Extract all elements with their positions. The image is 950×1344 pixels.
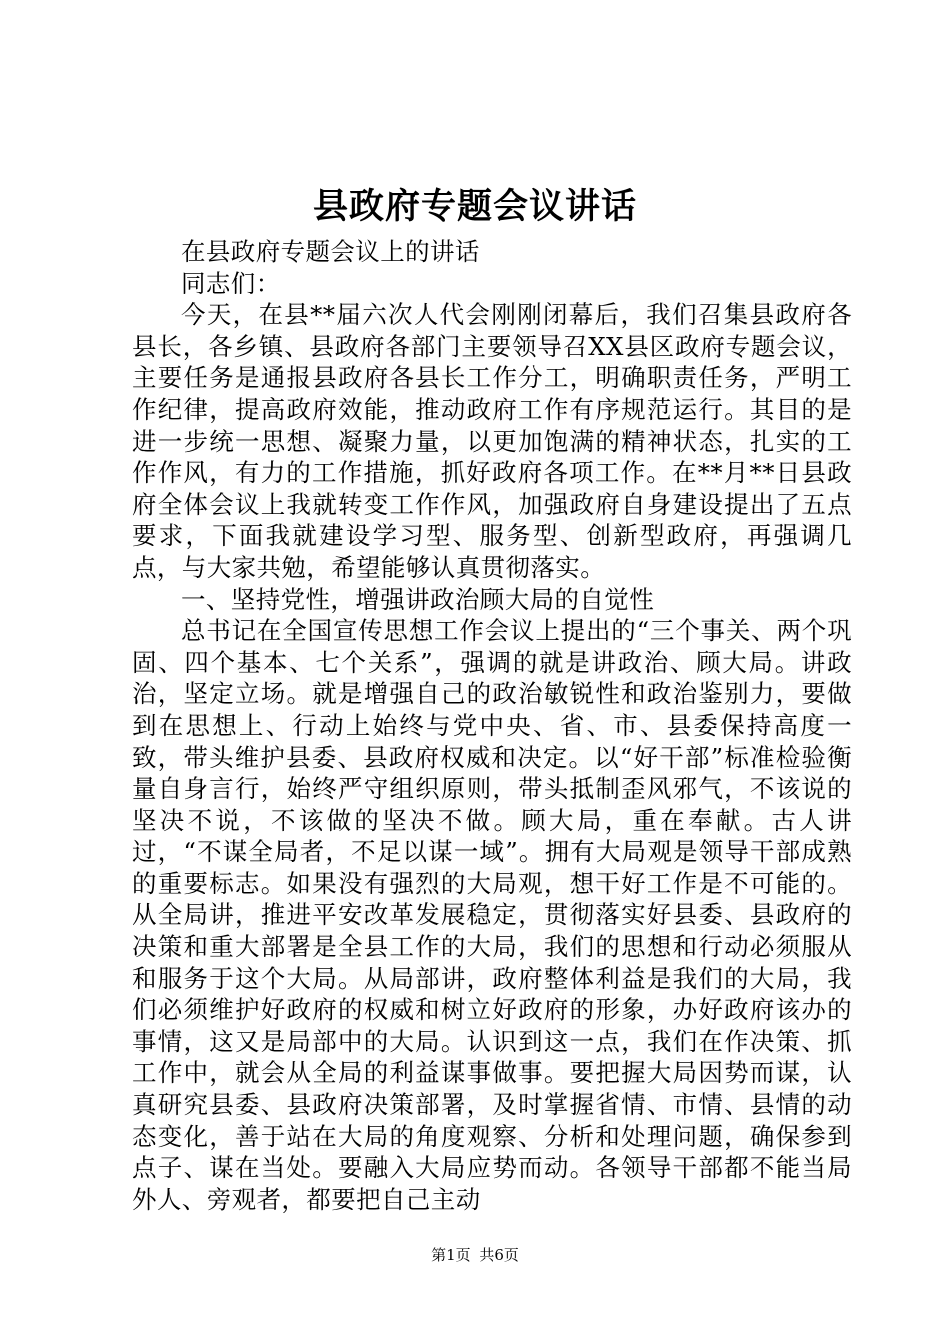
page-footer — [0, 1244, 950, 1266]
section-heading: 一、坚持党性，增强讲政治顾大局的自觉性 — [181, 584, 655, 614]
subtitle-paragraph: 在县政府专题会议上的讲话 — [181, 237, 480, 266]
page-number: 第1页 — [431, 1246, 471, 1264]
document-body — [132, 236, 852, 1215]
salutation-paragraph: 同志们： — [181, 268, 281, 298]
section-paragraph: 总书记在全国宣传思想工作会议上提出的“三个事关、两个巩固、四个基本、七个关系”，强调的就是讲政治、顾大局。讲政治，坚定立场。就是增强自己的政治敏锐性和政治鉴别力，要做到在思想上、行动上始终与党中央、省、市、县委保持高度一致，带头维护县委、县政府权威和决定。以“好干部”标准检验衡量自身言行，始终严守组织原则，带头抵制歪风邪气，不该说的坚决不说，不该做的坚决不做。顾大局，重在奉献。古人讲过，“不谋全局者，不足以谋一域”。拥有大局观是领导干部成熟的重要标志。如果没有强烈的大局观，想干好工作是不可能的。从全局讲，推进平安改革发展稳定，贯彻落实好县委、县政府的决策和重大部署是全县工作的大局，我们的思想和行动必须服从和服务于这个大局。从局部讲，政府整体利益是我们的大局，我们必须维护好政府的权威和树立好政府的形象，办好政府该办的事情，这又是局部中的大局。认识到这一点，我们在作决策、抓工作中，就会从全局的利益谋事做事。要把握大局因势而谋，认真研究县委、县政府决策部署，及时掌握省情、市情、县情的动态变化，善于站在大局的角度观察、分析和处理问题，确保参到点子、谋在当处。要融入大局应势而动。各领导干部都不能当局外人、旁观者，都要把自己主动 — [132, 616, 852, 1214]
document-title: 县政府专题会议讲话 — [312, 186, 637, 227]
intro-paragraph: 今天，在县**届六次人代会刚刚闭幕后，我们召集县政府各县长，各乡镇、县政府各部门主要领导召XX县区政府专题会议，主要任务是通报县政府各县长工作分工，明确职责任务，严明工作纪律，提高政府效能，推动政府工作有序规范运行。其目的是进一步统一思想、凝聚力量，以更加饱满的精神状态，扎实的工作作风，有力的工作措施，抓好政府各项工作。在**月**日县政府全体会议上我就转变工作作风，加强政府自身建设提出了五点要求，下面我就建设学习型、服务型、创新型政府，再强调几点，与大家共勉，希望能够认真贯彻落实。 — [132, 300, 852, 582]
page-total: 共6页 — [479, 1246, 519, 1264]
